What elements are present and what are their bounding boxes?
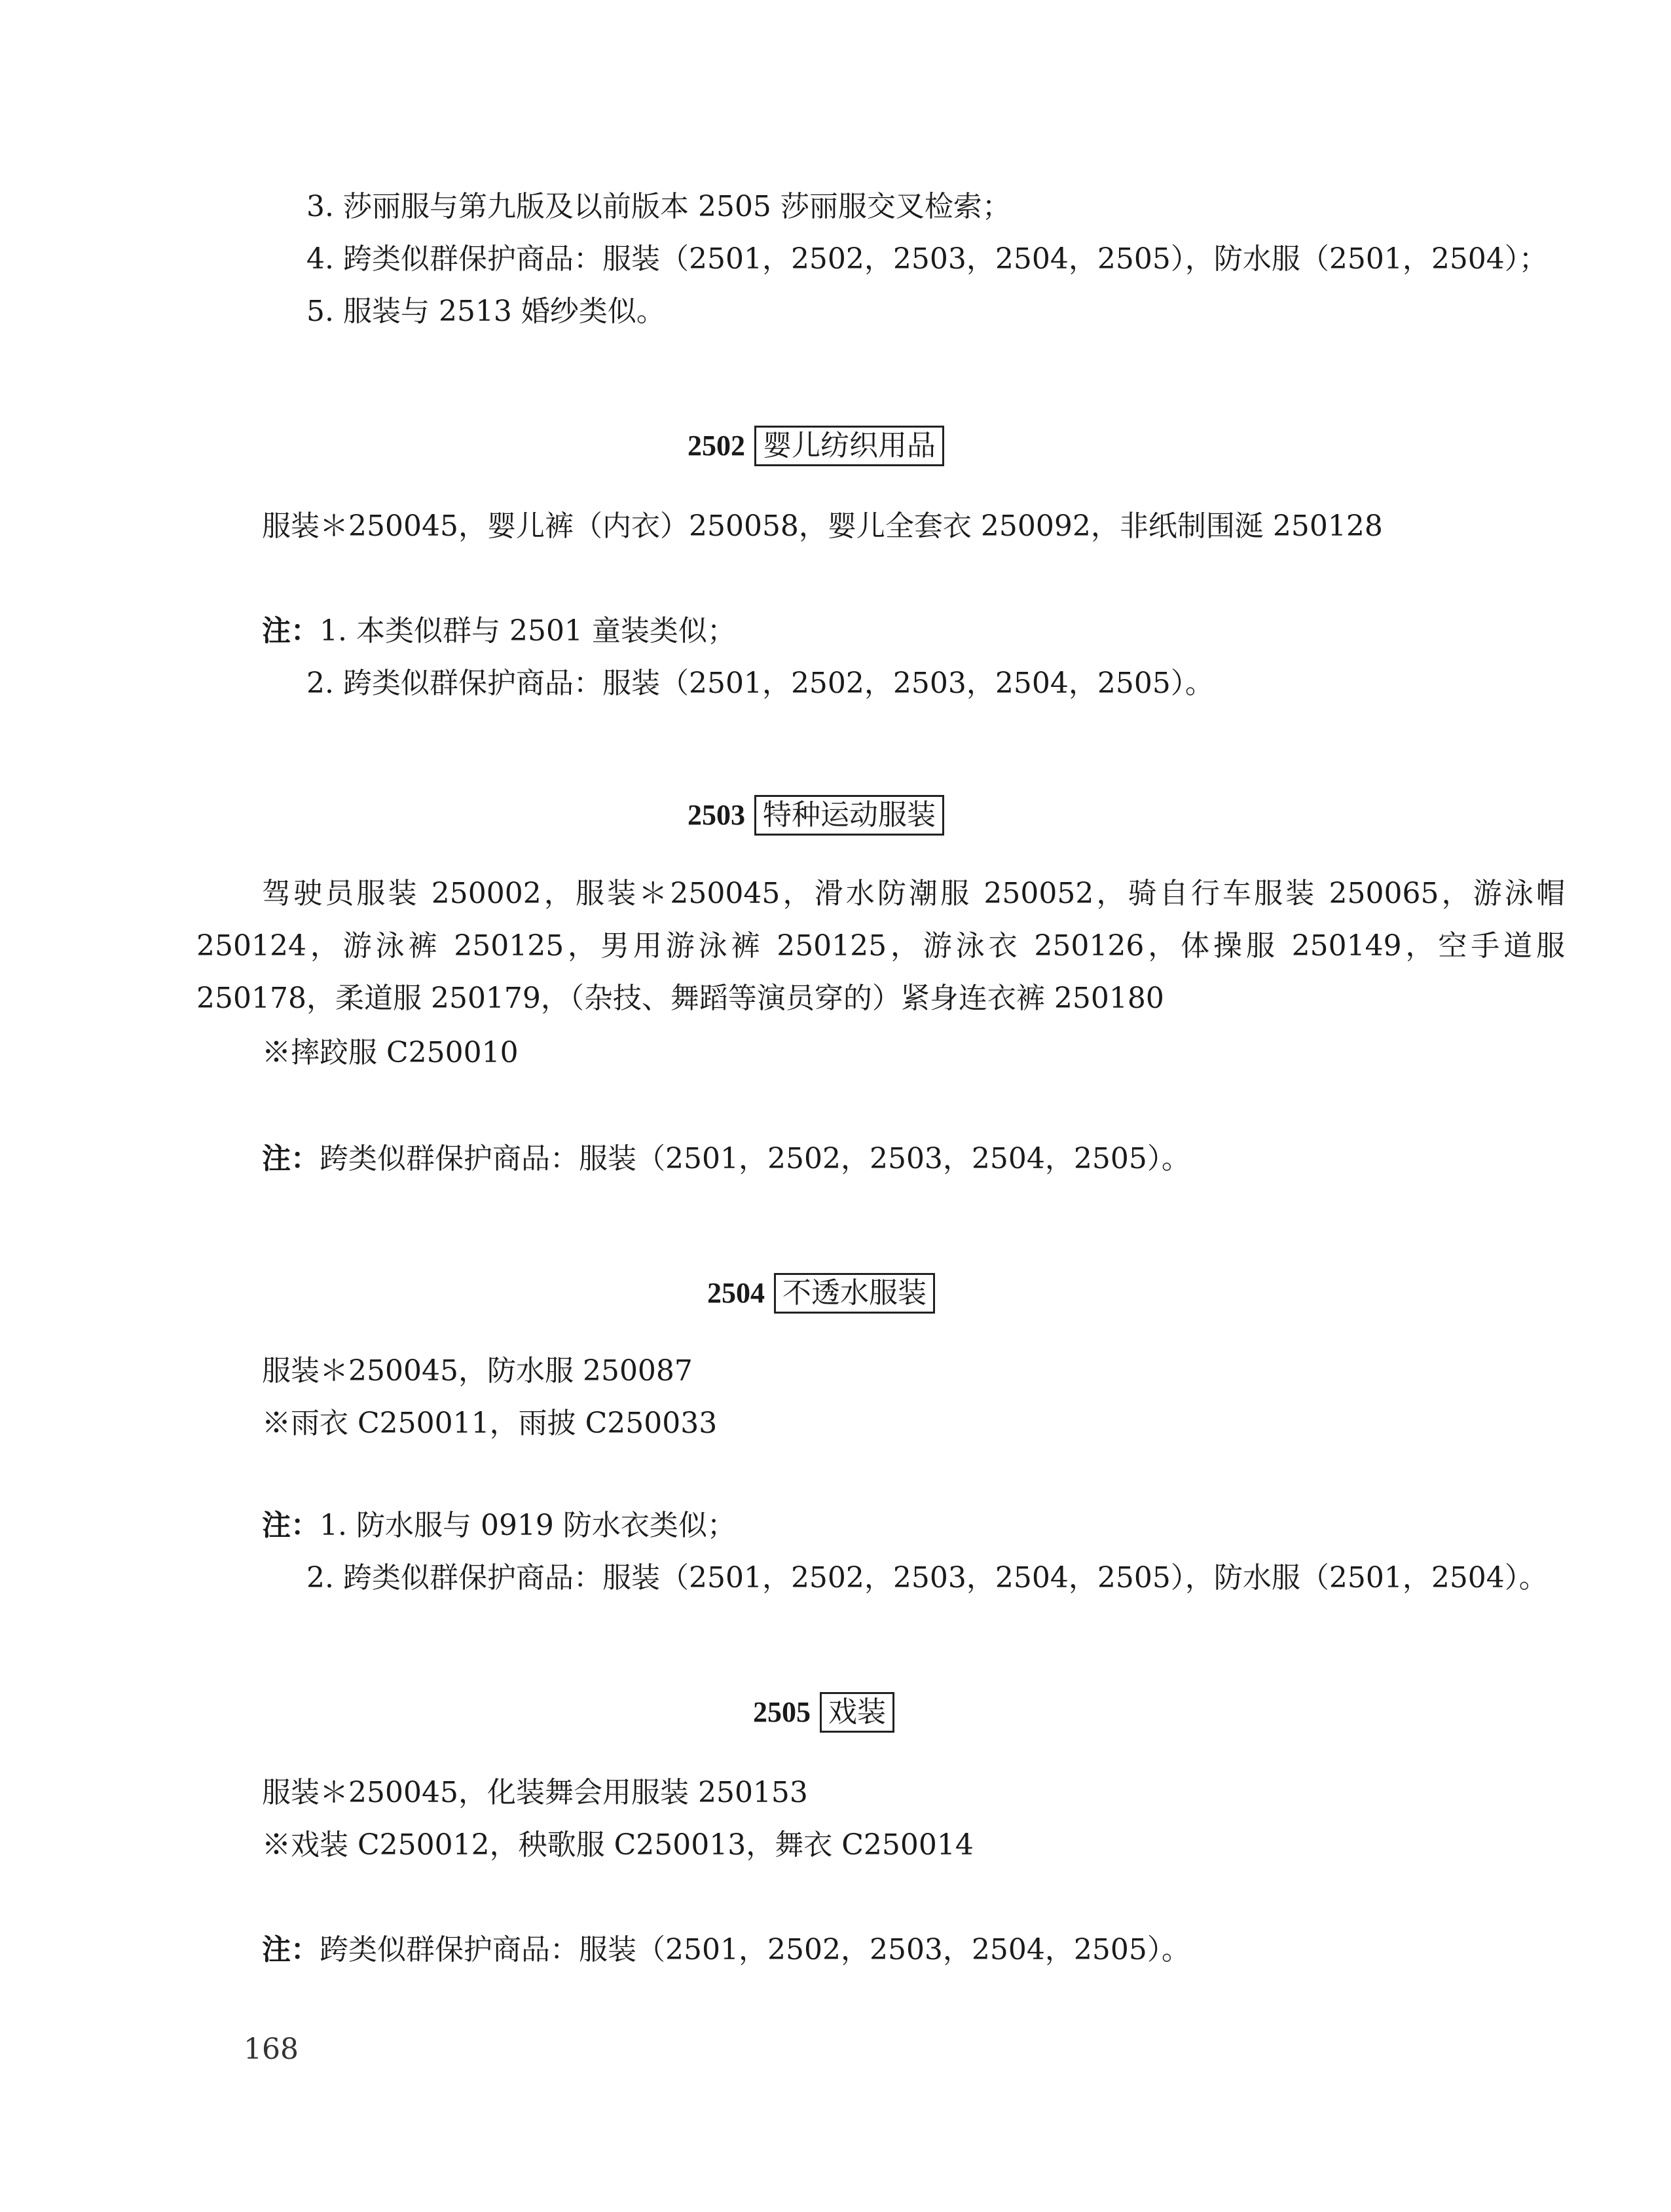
note-text: 1. 本类似群与 2501 童装类似； [320,614,736,648]
section-note [262,1139,1190,1179]
section-code: 2505 [753,1696,811,1728]
section-note [262,1930,1190,1970]
section-heading-2504 [707,1273,935,1314]
section-items: 服装＊250045，婴儿裤（内衣）250058，婴儿全套衣 250092，非纸制围涎 250128 [262,509,1383,543]
section-title: 戏装 [820,1692,894,1733]
section-items: 服装＊250045，防水服 250087 [262,1354,693,1388]
section-title: 特种运动服装 [754,795,944,836]
note-label: 注： [262,1142,320,1175]
section-note [262,612,736,651]
section-note [262,1506,736,1545]
note-line-3: 3. 莎丽服与第九版及以前版本 2505 莎丽服交叉检索； [306,190,1011,223]
note-label: 注： [262,614,320,648]
note-label: 注： [262,1509,320,1542]
note-line-4: 4. 跨类似群保护商品：服装（2501，2502，2503，2504，2505），防水服（2501，2504）； [306,242,1548,276]
note-text: 2. 跨类似群保护商品：服装（2501，2502，2503，2504，2505），防水服（2501，2504）。 [306,1561,1548,1594]
section-code: 2503 [688,799,745,831]
section-extra: ※戏装 C250012，秧歌服 C250013，舞衣 C250014 [262,1828,974,1862]
note-text: 2. 跨类似群保护商品：服装（2501，2502，2503，2504，2505）。 [306,667,1214,700]
note-text: 1. 防水服与 0919 防水衣类似； [320,1509,736,1542]
section-code: 2504 [707,1277,765,1309]
section-title: 婴儿纺织用品 [754,426,944,466]
page-number: 168 [244,2033,299,2066]
section-extra: ※摔跤服 C250010 [262,1036,519,1069]
section-heading-2505 [753,1692,894,1733]
section-heading-2502 [688,426,944,466]
note-text: 跨类似群保护商品：服装（2501，2502，2503，2504，2505）。 [320,1142,1190,1175]
section-title: 不透水服装 [774,1273,935,1314]
note-line-5: 5. 服装与 2513 婚纱类似。 [306,295,665,328]
section-extra: ※雨衣 C250011，雨披 C250033 [262,1407,718,1440]
section-code: 2502 [688,430,745,462]
note-label: 注： [262,1933,320,1966]
section-heading-2503 [688,795,944,836]
section-items: 驾驶员服装 250002，服装＊250045，滑水防潮服 250052，骑自行车服装 250065，游泳帽 250124，游泳裤 250125，男用游泳裤 250125，游泳衣 250126，体操服 250149，空手道服 250178，柔道服 250179，（杂技、舞蹈等演员穿的）紧身连衣裤 250180 [196,877,1565,1015]
note-text: 跨类似群保护商品：服装（2501，2502，2503，2504，2505）。 [320,1933,1190,1966]
section-items: 服装＊250045，化装舞会用服装 250153 [262,1776,808,1809]
